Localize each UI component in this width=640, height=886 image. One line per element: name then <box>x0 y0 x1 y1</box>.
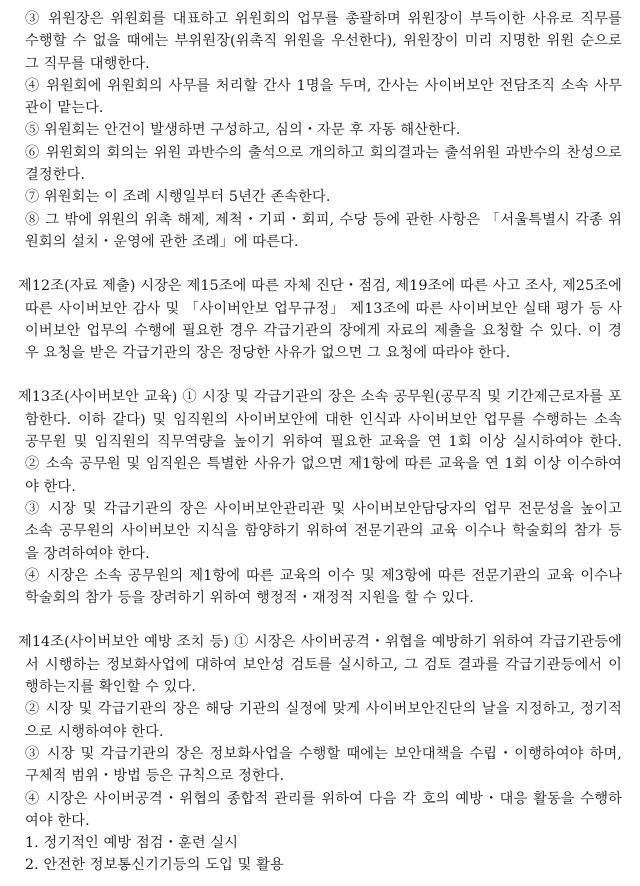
article-14-para-1-line-3: 행하는지를 확인할 수 있다. <box>25 679 197 696</box>
article-13-para-4-line-2: 학술회의 참가 등을 장려하기 위하여 행정적・재정적 지원을 할 수 있다. <box>25 590 474 607</box>
article-11-para-4-line-1: ④ 위원회에 위원회의 사무를 처리할 간사 1명을 두며, 간사는 사이버보안 전담조직 소속 사무 <box>25 77 622 94</box>
article-11-para-3-line-1: ③ 위원장은 위원회를 대표하고 위원회의 업무를 총괄하며 위원장이 부득이한 사유로 직무를 <box>25 11 622 27</box>
article-14-para-1-line-2: 서 시행하는 정보화사업에 대하여 보안성 검토를 실시하고, 그 검토 결과를 각급기관등에서 이 <box>25 656 622 673</box>
article-11-para-4-line-2: 관이 맡는다. <box>25 100 104 117</box>
article-11-para-6-line-1: ⑥ 위원회의 회의는 위원 과반수의 출석으로 개의하고 회의결과는 출석위원 과반수의 찬성으로 <box>25 144 622 161</box>
article-12-line-4: 우 요청을 받은 각급기관의 장은 정당한 사유가 없으면 그 요청에 따라야 한다. <box>25 345 511 362</box>
article-11-para-8-line-2: 원회의 설치・운영에 관한 조례」에 따른다. <box>25 233 299 250</box>
article-13-para-4-line-1: ④ 시장은 소속 공무원의 제1항에 따른 교육의 이수 및 제3항에 따른 전문기관의 교육 이수나 <box>25 567 622 584</box>
article-13-para-1-line-3: 공무원 및 임직원의 직무역량을 높이기 위하여 필요한 교육을 연 1회 이상 실시하여야 한다. <box>25 434 622 451</box>
article-11-continued <box>18 8 622 253</box>
article-12-line-1: 제12조(자료 제출) 시장은 제15조에 따른 자체 진단・점검, 제19조에 따른 사고 조사, 제25조에 <box>18 278 622 295</box>
article-14-para-2-line-2: 으로 시행하여야 한다. <box>25 723 164 740</box>
article-13-para-3-line-2: 소속 공무원의 사이버보안 지식을 함양하기 위하여 전문기관의 교육 이수나 학술회의 참가 등 <box>25 523 622 540</box>
article-11-para-8-line-1: ⑧ 그 밖에 위원의 위촉 해제, 제척・기피・회피, 수당 등에 관한 사항은 「서울특별시 각종 위 <box>25 211 622 228</box>
article-14-item-1: 1. 정기적인 예방 점검・훈련 실시 <box>25 835 239 852</box>
article-14-para-3-line-1: ③ 시장 및 각급기관의 장은 정보화사업을 수행할 때에는 보안대책을 수립・이행하여야 하며, <box>25 745 622 762</box>
article-12 <box>18 275 622 364</box>
article-13-para-3-line-1: ③ 시장 및 각급기관의 장은 사이버보안관리관 및 사이버보안담당자의 업무 전문성을 높이고 <box>25 500 622 517</box>
paragraph-gap <box>18 609 622 631</box>
article-14-para-3-line-2: 구체적 범위・방법 등은 규칙으로 정한다. <box>25 768 285 785</box>
article-11-para-3-line-2: 수행할 수 없을 때에는 부위원장(위촉직 위원을 우선한다), 위원장이 미리 지명한 위원 순으로 <box>25 33 622 50</box>
article-14-para-4-line-2: 여야 한다. <box>25 812 90 829</box>
article-13-para-2-line-2: 야 한다. <box>25 478 76 495</box>
article-11-para-5: ⑤ 위원회는 안건이 발생하면 구성하고, 심의・자문 후 자동 해산한다. <box>25 122 461 139</box>
article-12-line-3: 이버보안 업무의 수행에 필요한 경우 각급기관의 장에게 자료의 제출을 요청할 수 있다. 이 경 <box>25 322 622 339</box>
article-13-para-1-line-2: 함한다. 이하 같다) 및 임직원의 사이버보안에 대한 인식과 사이버보안 업무를 수행하는 소속 <box>25 411 622 428</box>
article-12-line-2: 따른 사이버보안 감사 및 「사이버안보 업무규정」 제13조에 따른 사이버보안 실태 평가 등 사 <box>25 300 622 317</box>
article-13-para-1-line-1: 제13조(사이버보안 교육) ① 시장 및 각급기관의 장은 소속 공무원(공무직 및 기간제근로자를 포 <box>18 389 622 406</box>
article-14-item-2: 2. 안전한 정보통신기기등의 도입 및 활용 <box>25 857 284 874</box>
article-11-para-7: ⑦ 위원회는 이 조례 시행일부터 5년간 존속한다. <box>25 189 331 206</box>
article-11-para-6-line-2: 결정한다. <box>25 167 86 184</box>
article-14-para-4-line-1: ④ 시장은 사이버공격・위협의 종합적 관리를 위하여 다음 각 호의 예방・대응 활동을 수행하 <box>25 790 622 807</box>
article-13 <box>18 386 622 609</box>
article-14-para-2-line-1: ② 시장 및 각급기관의 장은 해당 기관의 실정에 맞게 사이버보안진단의 날을 지정하고, 정기적 <box>25 701 622 718</box>
article-11-para-3-line-3: 그 직무를 대행한다. <box>25 55 150 72</box>
paragraph-gap <box>18 364 622 386</box>
article-13-para-2-line-1: ② 소속 공무원 및 임직원은 특별한 사유가 없으면 제1항에 따른 교육을 연 1회 이상 이수하여 <box>25 456 622 473</box>
article-14 <box>18 631 622 876</box>
article-14-para-1-line-1: 제14조(사이버보안 예방 조치 등) ① 시장은 사이버공격・위협을 예방하기 위하여 각급기관등에 <box>18 634 622 651</box>
paragraph-gap <box>18 253 622 275</box>
article-13-para-3-line-3: 을 장려하여야 한다. <box>25 545 150 562</box>
